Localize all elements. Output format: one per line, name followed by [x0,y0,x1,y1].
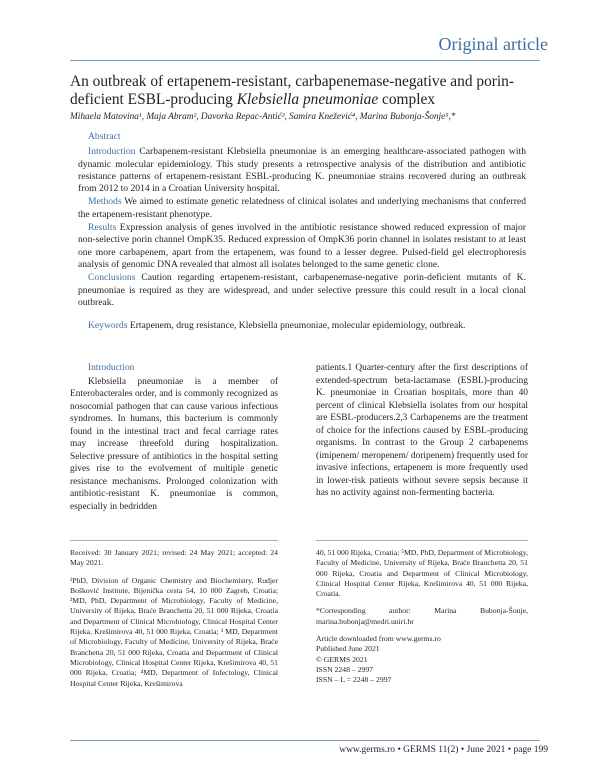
footer-date: June 2021 [466,745,506,755]
introduction-label: Introduction [88,146,136,158]
intro-heading: Introduction [88,363,135,373]
body-column-right [316,362,528,500]
corresponding-author: *Corresponding author: Marina Bubonja-Šonje, marina.bubonja@medri.uniri.hr [316,606,528,626]
keywords [78,320,526,332]
received-dates: Received: 30 January 2021; revised: 24 May 2021; accepted: 24 May 2021. [70,548,278,568]
conclusions-label: Conclusions [88,272,136,284]
results-text: Expression analysis of genes involved in the antibiotic resistance showed reduced expression of major non-selective porin channel OmpK35. Reduced expression of OmpK36 porin channel in isolates resistant to at least one more carbapenem, apart from the ertapenem, was found to a lesser degree. Pulsed-field gel electrophoresis analysis of genomic DNA revealed that almost all isolates belonged to the same genetic clone. [78,222,526,270]
published-date: Published June 2021 [316,644,380,654]
methods-text: We aimed to estimate genetic relatedness of clinical isolates and underlying mechanisms that conferred the ertapenem-resistant phenotype. [78,196,526,220]
issn: ISSN 2248 – 2997 [316,664,374,674]
footer-separator: • [505,745,514,755]
issn-l: ISSN – L = 2248 – 2997 [316,675,392,685]
keywords-label: Keywords [88,320,128,332]
footer-separator: • [395,745,404,755]
copyright: © GERMS 2021 [316,654,368,664]
footer-page: page 199 [513,745,548,755]
footnotes-left [70,548,278,689]
introduction-text: Carbapenem-resistant Klebsiella pneumoniae is an emerging healthcare-associated pathogen with dynamic molecular epidemiology. This study presents a retrospective analysis of the distribution and antibiotic resistance patterns of ertapenem-resistant ESBL-producing K. pneumoniae strains recovered during an outbreak from 2012 to 2014 in a Croatian University hospital. [78,146,526,195]
affiliations-right: 40, 51 000 Rijeka, Croatia; ⁵MD, PhD, Department of Microbiology, Faculty of Medicine, University of Rijeka, Braće Branchetta 20, 51 000 Rijeka, Croatia and Department of Clinical Microbiology, Clinical Hospital Center Rijeka, Krešimirova 40, 51 000 Rijeka, Croatia. [316,548,528,599]
abstract-results [78,222,526,271]
methods-label: Methods [88,196,122,208]
abstract-methods [78,196,526,221]
authors: Mihaela Matovina¹, Maja Abram², Davorka Repac-Antić³, Samira Knežević⁴, Marina Bubonja-Šonje⁵,* [70,112,456,122]
keywords-text: Ertapenem, drug resistance, Klebsiella pneumoniae, molecular epidemiology, outbreak. [129,320,466,332]
title-part1: An outbreak of ertapenem-resistant, carbapenemase-negative and porin-deficient ESBL-producing [70,73,514,108]
results-label: Results [88,222,117,234]
body-column-left [70,362,278,514]
downloaded-from: Article downloaded from www.germs.ro [316,634,441,644]
footer-separator: • [458,745,467,755]
abstract [78,131,526,332]
abstract-conclusions [78,272,526,309]
article-title [70,73,550,109]
conclusions-text: Caution regarding ertapenem-resistant, carbapenemase-negative porin-deficient mutants of K. pneumoniae is required as they are widespread, and under selective pressure this could result in a local clonal outbreak. [78,272,527,308]
abstract-heading: Abstract [88,131,121,142]
footnote-rule-left [70,540,278,541]
footer-rule [70,740,540,741]
col2-paragraph: patients.1 Quarter-century after the first descriptions of extended-spectrum beta-lactamase (ESBL)-producing K. pneumoniae in Croatian hospitals, more than 40 percent of clinical Klebsiella isolates from our hospital are ESBL-producers.2,3 Carbapenems are the treatment of choice for the infections caused by ESBL-producing organisms. In contrast to the Group 2 carbapenems (imipenem/ meropenem/ doripenem) frequently used for invasive infections, ertapenem is more frequently used in lower-risk patients without severe sepsis because it has no activity against non-fermenting bacteria. [316,363,528,499]
footnotes-right [316,548,528,686]
footer-journal: GERMS 11(2) [403,745,459,755]
title-part2: complex [378,91,436,108]
col1-paragraph: Klebsiella pneumoniae is a member of Enterobacterales order, and is commonly recognized as nosocomial pathogen that can cause various infectious syndromes. In humans, this bacterium is commonly found in the intestinal tract and fecal carriage rates may increase threefold during hospitalization. Selective pressure of antibiotics in the hospital setting gives rise to the evolvement of multiple genetic resistance mechanisms. Prolonged colonization with antibiotic-resistant K. pneumoniae is common, especially in bedridden [70,376,278,513]
header-rule [70,60,540,61]
footnote-rule-right [316,540,528,541]
footer-site: www.germs.ro [339,745,396,755]
abstract-introduction [78,146,526,195]
page-footer [339,745,548,755]
section-label: Original article [438,34,548,54]
title-italic: Klebsiella pneumoniae [236,91,379,108]
affiliations-left: ¹PhD, Division of Organic Chemistry and Biochemistry, Rudjer Bošković Institute, Bijenička cesta 54, 10 000 Zagreb, Croatia; ²MD, PhD, Department of Microbiology, Faculty of Medicine, University of Rijeka, Braće Branchetta 20, 51 000 Rijeka, Croatia and Department of Clinical Microbiology, Clinical Hospital Center Rijeka, Krešimirova 40, 51 000 Rijeka, Croatia; ³ MD, Department of Microbiology, Faculty of Medicine, University of Rijeka, Braće Branchetta 20, 51 000 Rijeka, Croatia and Department of Clinical Microbiology, Clinical Hospital Center Rijeka, Krešimirova 40, 51 000 Rijeka, Croatia; ⁴MD, Department of Infectology, Clinical Hospital Center Rijeka, Krešimirova [70,575,278,688]
